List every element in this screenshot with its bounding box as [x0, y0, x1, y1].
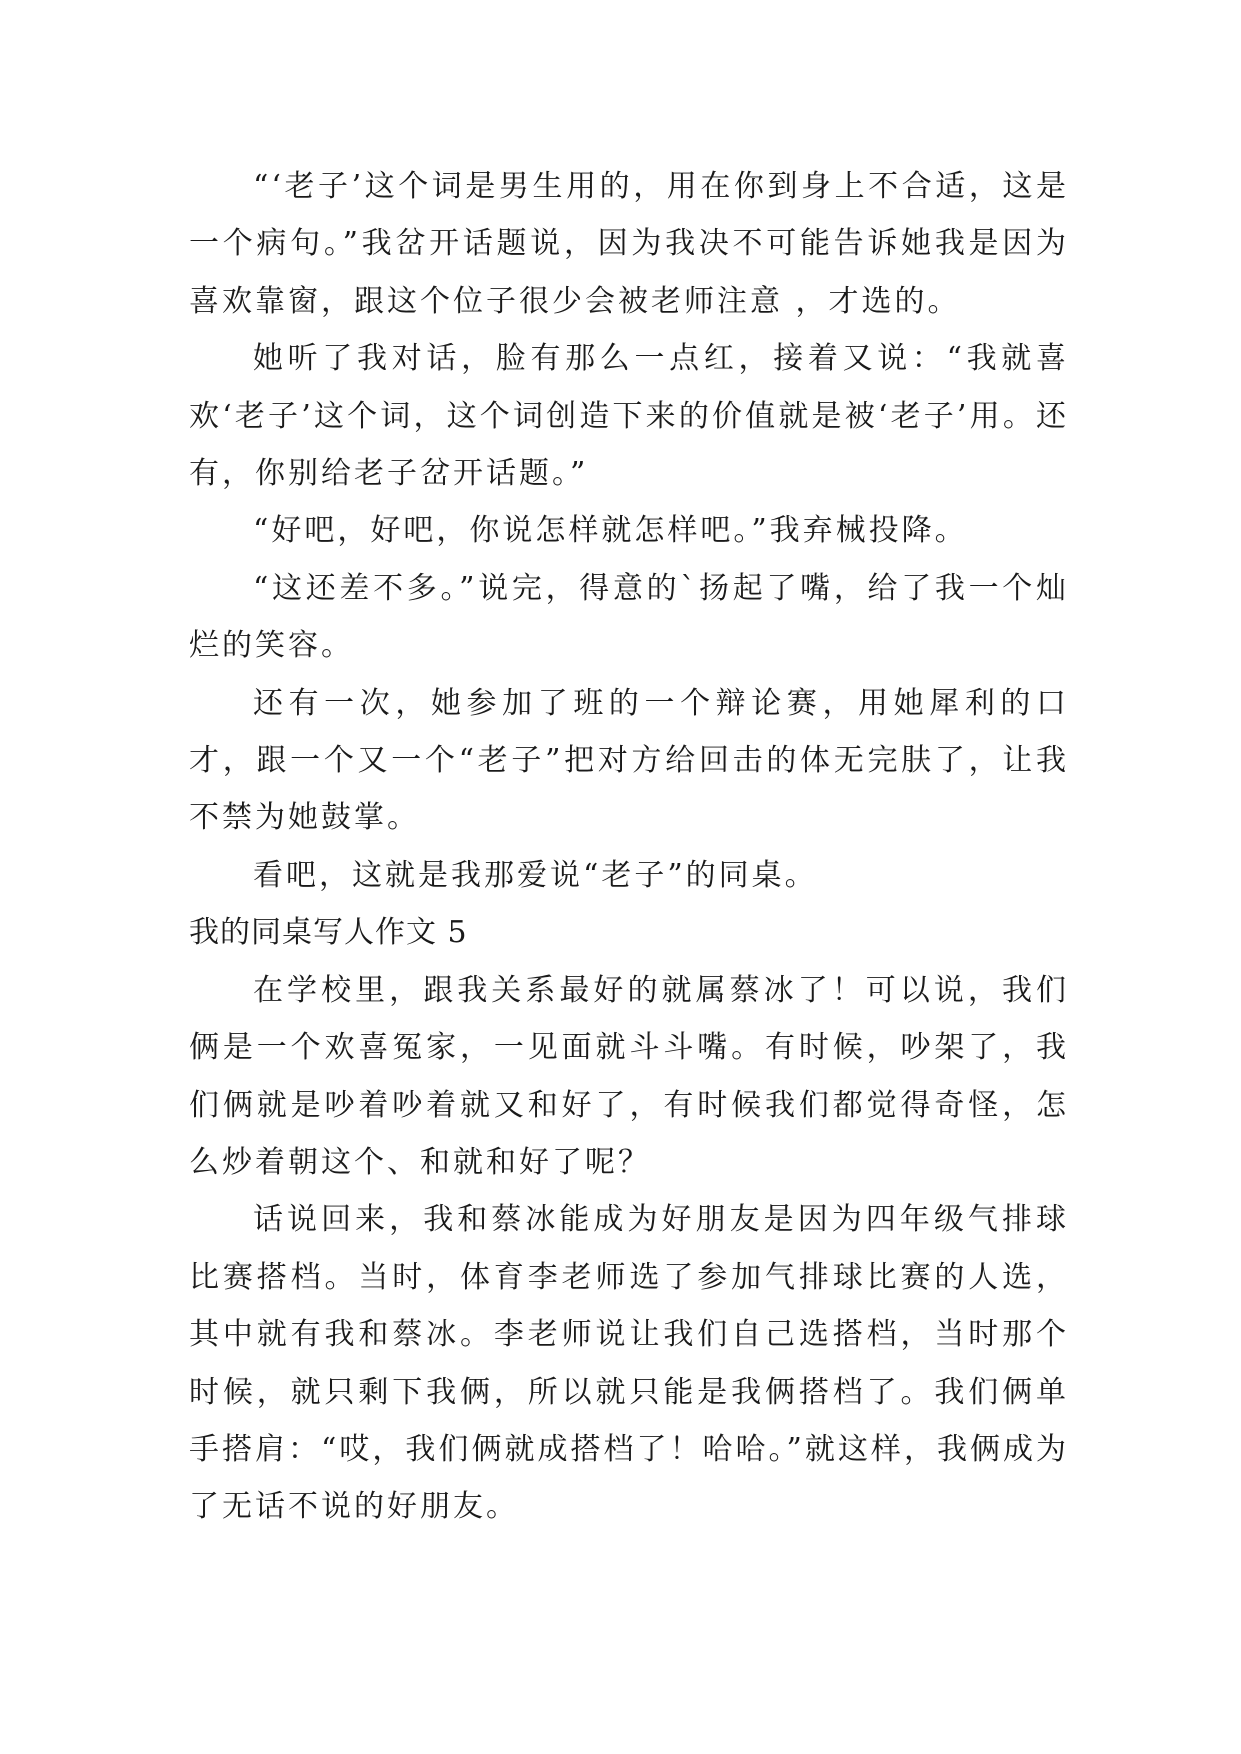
paragraph: “这还差不多。”说完，得意的`扬起了嘴，给了我一个灿烂的笑容。 [189, 570, 1069, 664]
paragraph: 她听了我对话，脸有那么一点红，接着又说：“我就喜欢‘老子’这个词，这个词创造下来的价值就是被‘老子’用。还有，你别给老子岔开话题。” [189, 341, 1069, 492]
paragraph: 话说回来，我和蔡冰能成为好朋友是因为四年级气排球比赛搭档。当时，体育李老师选了参加气排球比赛的人选，其中就有我和蔡冰。李老师说让我们自己选搭档，当时那个时候，就只剩下我俩，所以就只能是我俩搭档了。我们俩单手搭肩：“哎，我们俩就成搭档了！哈哈。”就这样，我俩成为了无话不说的好朋友。 [189, 1202, 1069, 1525]
paragraph: 在学校里，跟我关系最好的就属蔡冰了！可以说，我们俩是一个欢喜冤家，一见面就斗斗嘴。有时候，吵架了，我们俩就是吵着吵着就又和好了，有时候我们都觉得奇怪，怎么炒着朝这个、和就和好了呢？ [189, 972, 1069, 1180]
paragraph: “好吧，好吧，你说怎样就怎样吧。”我弃械投降。 [253, 513, 968, 549]
paragraph: “‘老子’这个词是男生用的，用在你到身上不合适，这是一个病句。”我岔开话题说，因为我决不可能告诉她我是因为喜欢靠窗，跟这个位子很少会被老师注意 ，才选的。 [189, 169, 1069, 319]
document-body [189, 158, 1069, 1536]
paragraph: 看吧，这就是我那爱说“老子”的同桌。 [253, 857, 818, 893]
paragraph: 还有一次，她参加了班的一个辩论赛，用她犀利的口才，跟一个又一个“老子”把对方给回击的体无完肤了，让我不禁为她鼓掌。 [189, 685, 1069, 836]
section-heading: 我的同桌写人作文 5 [189, 915, 468, 951]
